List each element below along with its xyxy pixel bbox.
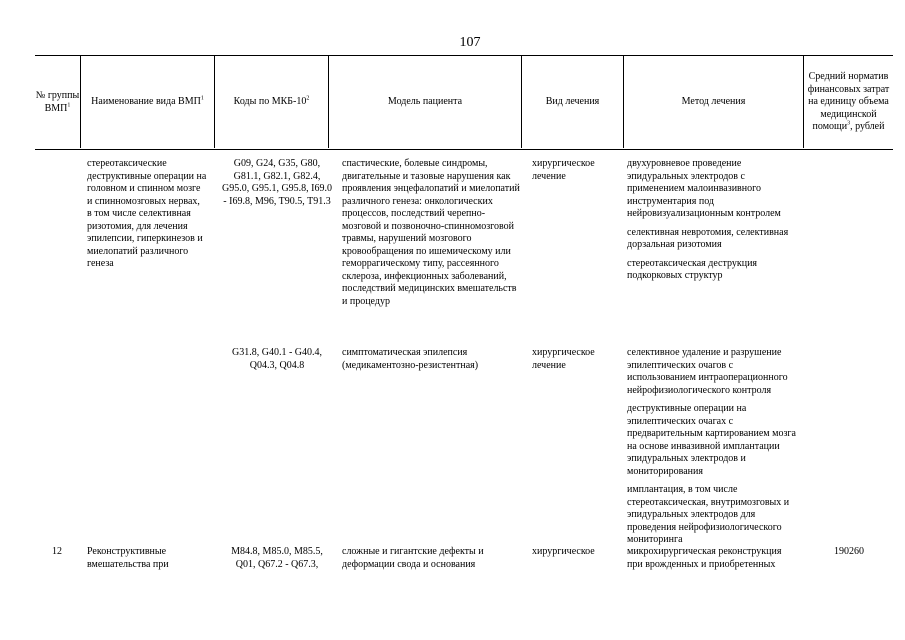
header-divider [623,55,624,148]
header-group-no: № группы ВМП$^1$ [35,90,80,114]
header-divider [521,55,522,148]
row1-codes: G09, G24, G35, G80, G81.1, G82.1, G82.4, G95.0, G95.1, G95.8, I69.0 - I69.8, M96, T90.5, T91.3 [222,158,332,207]
row1-name: стереотаксические деструктивные операции на головном и спинном мозге и спинномозговых нервах, в том числе селективная ризотомия, для лечения эпилепсии, гиперкинезов и миелопатий различного генеза [87,158,207,269]
row2-model: симптоматическая эпилепсия (медикаментозно-резистентная) [342,347,479,371]
header-divider [80,55,81,148]
row3-cost: 190260 [834,546,864,557]
header-method: Метод лечения [681,96,746,108]
header-divider [214,55,215,148]
header-name: Наименование вида ВМП$^1$ [91,95,204,108]
row2-codes: G31.8, G40.1 - G40.4, Q04.3, Q04.8 [232,347,322,371]
method-item: деструктивные операции на эпилептических очагах с предварительным картированием мозга на основе инвазивной имплантации эпидуральных электродов и мониторирования [627,403,796,477]
row3-group: 12 [52,546,62,557]
row1-methods [627,158,799,289]
row3-codes: M84.8, M85.0, M85.5, Q01, Q67.2 - Q67.3, [231,546,323,570]
row3-treatment: хирургическое [532,546,595,557]
row2-treatment: хирургическое лечение [532,347,595,371]
row2-methods [627,347,799,553]
row3-model: сложные и гигантские дефекты и деформации свода и основания [342,546,484,570]
header-divider [803,55,804,148]
row1-model: спастические, болевые синдромы, двигательные и тазовые нарушения как проявления энцефалопатий и миелопатий различного генеза: онкологических процессов, последствий черепно-мозговой и позвоночно-спинномозговой травмы, нарушений мозгового кровообращения по ишемическому или геморрагическому типу, рассеянного склероза, инфекционных заболеваний, последствий медицинских вмешательств и процедур [342,158,520,307]
header-divider [328,55,329,148]
method-item: селективная невротомия, селективная дорзальная ризотомия [627,226,789,250]
method-item: имплантация, в том числе стереотаксическая, внутримозговых и эпидуральных электродов для проведения нейрофизиологического мониторинга [627,484,790,545]
method-item: стереотаксическая деструкция подкорковых структур [627,257,758,281]
row1-treatment: хирургическое лечение [532,158,595,182]
method-item: селективное удаление и разрушение эпилептических очагов с использованием интраоперационного нейрофизиологического контроля [627,347,788,396]
page-number: 107 [459,35,481,50]
header-treatment-type: Вид лечения [545,96,600,108]
method-item: двухуровневое проведение эпидуральных электродов с применением малоинвазивного инструментария под нейровизуализационным контролем [627,158,781,219]
row3-method: микрохирургическая реконструкция при врожденных и приобретенных [627,546,782,570]
row3-name: Реконструктивные вмешательства при [87,546,169,570]
header-codes: Коды по МКБ-$10^2$ [233,95,310,108]
header-cost: Средний норматив финансовых затрат на единицу объема медицинской помощи$^3$, рублей [807,71,890,133]
header-model: Модель пациента [387,96,463,108]
table-header [35,55,893,150]
